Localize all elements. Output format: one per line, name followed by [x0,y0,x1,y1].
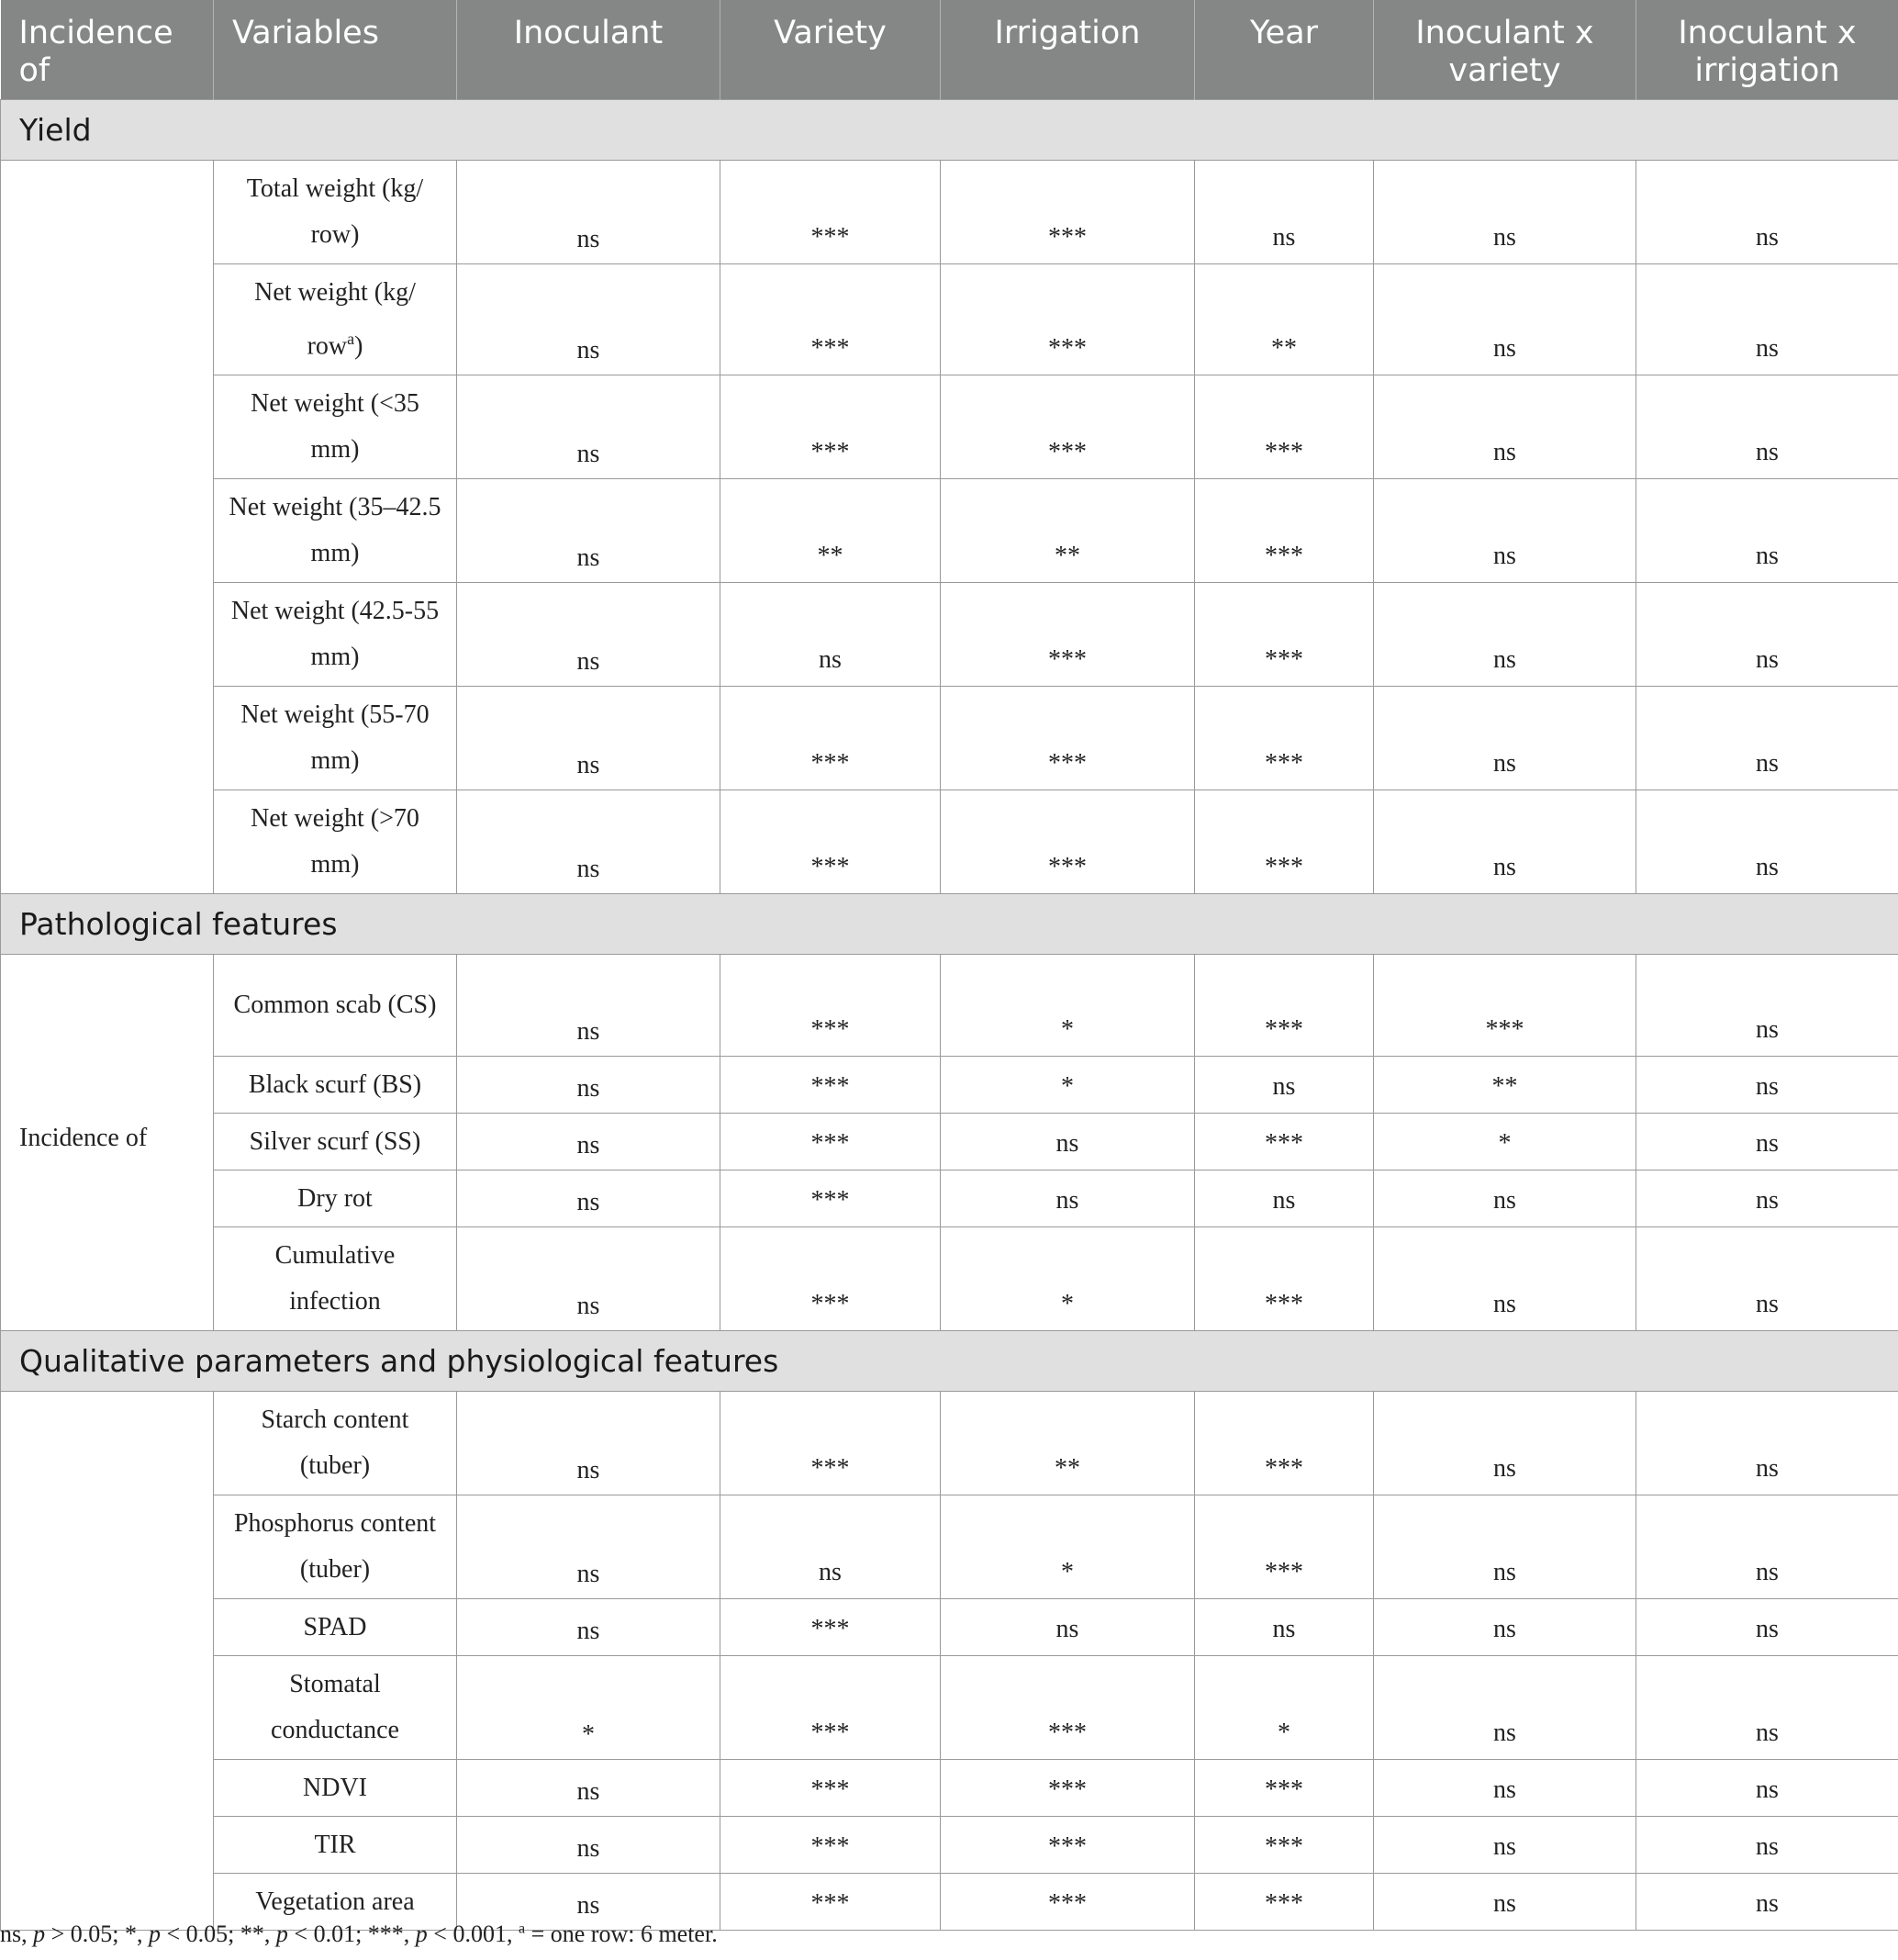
inoculant-x-variety-cell: ns [1374,479,1636,583]
inoculant-cell: ns [457,1760,720,1817]
inoculant-cell: ns [457,687,720,790]
table-header [1,0,1898,100]
year-cell: *** [1195,1392,1374,1495]
irrigation-cell: *** [941,1760,1195,1817]
footnote-text: < 0.01; ***, [287,1921,416,1947]
irrigation-cell: *** [941,790,1195,894]
table-row [1,1760,1898,1817]
variety-cell: *** [720,1656,941,1760]
year-cell: *** [1195,687,1374,790]
table-row [1,687,1898,790]
inoculant-cell: ns [457,790,720,894]
inoculant-x-variety-cell: ns [1374,1170,1636,1227]
variety-cell: ns [720,1495,941,1599]
header-year: Year [1195,0,1374,100]
variable-cell: TIR [214,1817,457,1874]
variable-text-tail: ) [354,331,363,361]
inoculant-x-variety-cell: ns [1374,1874,1636,1931]
inoculant-cell: ns [457,1599,720,1656]
inoculant-x-variety-cell: ns [1374,1495,1636,1599]
inoculant-x-variety-cell: ns [1374,161,1636,264]
inoculant-x-variety-cell: ns [1374,583,1636,687]
year-cell: *** [1195,1114,1374,1170]
inoculant-cell: ns [457,1170,720,1227]
inoculant-cell: ns [457,1114,720,1170]
inoculant-x-irrigation-cell: ns [1636,1114,1898,1170]
inoculant-x-irrigation-cell: ns [1636,1817,1898,1874]
year-cell: *** [1195,1817,1374,1874]
inoculant-x-irrigation-cell: ns [1636,687,1898,790]
irrigation-cell: *** [941,687,1195,790]
inoculant-x-irrigation-cell: ns [1636,264,1898,375]
irrigation-cell: *** [941,1656,1195,1760]
variable-cell [214,264,457,375]
section-row-yield [1,100,1898,161]
irrigation-cell: *** [941,375,1195,479]
irrigation-cell: * [941,1057,1195,1114]
header-inoculant-x-irrigation: Inoculant x irrigation [1636,0,1898,100]
inoculant-x-irrigation-cell: ns [1636,1599,1898,1656]
variable-cell: Black scurf (BS) [214,1057,457,1114]
table-row [1,790,1898,894]
inoculant-x-irrigation-cell: ns [1636,479,1898,583]
irrigation-cell: ns [941,1170,1195,1227]
variety-cell: *** [720,790,941,894]
inoculant-cell: ns [457,1495,720,1599]
inoculant-cell: ns [457,375,720,479]
header-row [1,0,1898,100]
inoculant-x-variety-cell: ** [1374,1057,1636,1114]
inoculant-x-variety-cell: ns [1374,264,1636,375]
year-cell: *** [1195,583,1374,687]
table-row [1,583,1898,687]
variety-cell: *** [720,1874,941,1931]
inoculant-x-irrigation-cell: ns [1636,1874,1898,1931]
year-cell: *** [1195,955,1374,1057]
variety-cell: *** [720,1057,941,1114]
footnote-text: > 0.05; *, [45,1921,150,1947]
inoculant-x-variety-cell: ns [1374,1227,1636,1331]
year-cell: ** [1195,264,1374,375]
footnote-text: < 0.001, [427,1921,519,1947]
year-cell: ns [1195,1057,1374,1114]
inoculant-x-variety-cell: ns [1374,1656,1636,1760]
variable-cell: Net weight (35–42.5 mm) [214,479,457,583]
inoculant-x-irrigation-cell: ns [1636,161,1898,264]
variety-cell: *** [720,375,941,479]
inoculant-x-variety-cell: ns [1374,375,1636,479]
irrigation-cell: *** [941,583,1195,687]
inoculant-x-irrigation-cell: ns [1636,583,1898,687]
table-row [1,264,1898,375]
variety-cell: ** [720,479,941,583]
inoculant-x-irrigation-cell: ns [1636,1057,1898,1114]
footnote-marker: a [518,1921,526,1937]
irrigation-cell: *** [941,264,1195,375]
variety-cell: *** [720,955,941,1057]
variable-cell: Silver scurf (SS) [214,1114,457,1170]
inoculant-cell: ns [457,1817,720,1874]
year-cell: ns [1195,1599,1374,1656]
inoculant-cell: ns [457,1057,720,1114]
year-cell: *** [1195,1760,1374,1817]
variable-cell: Dry rot [214,1170,457,1227]
inoculant-x-irrigation-cell: ns [1636,375,1898,479]
variable-cell: Net weight (>70 mm) [214,790,457,894]
year-cell: ns [1195,161,1374,264]
header-variety: Variety [720,0,941,100]
header-variables: Variables [214,0,457,100]
variety-cell: *** [720,1817,941,1874]
year-cell: *** [1195,1495,1374,1599]
inoculant-x-variety-cell: ns [1374,1599,1636,1656]
variable-cell: Total weight (kg/ row) [214,161,457,264]
footnote-text: < 0.05; **, [161,1921,276,1947]
inoculant-x-variety-cell: ns [1374,687,1636,790]
variety-cell: *** [720,161,941,264]
table-row [1,955,1898,1057]
table-row [1,375,1898,479]
group-cell-incidence-of: Incidence of [1,955,214,1331]
table-row [1,1599,1898,1656]
variety-cell: *** [720,1227,941,1331]
footnote-p-symbol: p [149,1921,162,1947]
table-row [1,1817,1898,1874]
footnote-marker: a [347,330,355,348]
variable-cell: Phosphorus content (tuber) [214,1495,457,1599]
table-body [1,100,1898,1931]
year-cell: ns [1195,1170,1374,1227]
section-row-qualitative [1,1331,1898,1392]
irrigation-cell: *** [941,1874,1195,1931]
variable-cell: Net weight (42.5-55 mm) [214,583,457,687]
inoculant-cell: ns [457,264,720,375]
irrigation-cell: *** [941,1817,1195,1874]
inoculant-cell: ns [457,479,720,583]
variable-cell: Vegetation area [214,1874,457,1931]
group-cell-empty [1,161,214,894]
table-row [1,1170,1898,1227]
irrigation-cell: * [941,1495,1195,1599]
inoculant-x-variety-cell: ns [1374,1817,1636,1874]
table-row [1,1656,1898,1760]
variety-cell: *** [720,687,941,790]
inoculant-x-variety-cell: ns [1374,1760,1636,1817]
table-row [1,1114,1898,1170]
footnote-text: ns, [0,1921,34,1947]
variety-cell: *** [720,264,941,375]
inoculant-x-irrigation-cell: ns [1636,1170,1898,1227]
inoculant-cell: * [457,1656,720,1760]
inoculant-x-variety-cell: *** [1374,955,1636,1057]
inoculant-x-irrigation-cell: ns [1636,1227,1898,1331]
variable-cell: NDVI [214,1760,457,1817]
table-row [1,1057,1898,1114]
variety-cell: ns [720,583,941,687]
footnote-p-symbol: p [33,1921,46,1947]
inoculant-x-variety-cell: * [1374,1114,1636,1170]
inoculant-x-irrigation-cell: ns [1636,1392,1898,1495]
inoculant-x-irrigation-cell: ns [1636,1760,1898,1817]
section-title: Pathological features [1,894,1898,955]
inoculant-x-irrigation-cell: ns [1636,955,1898,1057]
irrigation-cell: ** [941,479,1195,583]
variable-cell: Cumulative infection [214,1227,457,1331]
variety-cell: *** [720,1392,941,1495]
inoculant-cell: ns [457,1874,720,1931]
section-title: Yield [1,100,1898,161]
group-cell-empty [1,1392,214,1931]
irrigation-cell: ns [941,1114,1195,1170]
irrigation-cell: *** [941,161,1195,264]
header-inoculant: Inoculant [457,0,720,100]
variable-cell: Common scab (CS) [214,955,457,1057]
year-cell: *** [1195,479,1374,583]
year-cell: * [1195,1656,1374,1760]
variable-cell: Net weight (55-70 mm) [214,687,457,790]
footnote-p-symbol: p [275,1921,288,1947]
irrigation-cell: * [941,1227,1195,1331]
footnote-p-symbol: p [415,1921,428,1947]
table-row [1,1495,1898,1599]
variety-cell: *** [720,1114,941,1170]
irrigation-cell: ** [941,1392,1195,1495]
inoculant-x-variety-cell: ns [1374,1392,1636,1495]
variable-cell: Starch content (tuber) [214,1392,457,1495]
header-inoculant-x-variety: Inoculant x variety [1374,0,1636,100]
section-title: Qualitative parameters and physiological features [1,1331,1898,1392]
year-cell: *** [1195,1227,1374,1331]
footnote-text: = one row: 6 meter. [525,1921,718,1947]
inoculant-x-variety-cell: ns [1374,790,1636,894]
inoculant-cell: ns [457,1392,720,1495]
year-cell: *** [1195,375,1374,479]
inoculant-cell: ns [457,1227,720,1331]
table-row [1,1392,1898,1495]
irrigation-cell: ns [941,1599,1195,1656]
inoculant-x-irrigation-cell: ns [1636,1656,1898,1760]
year-cell: *** [1195,790,1374,894]
table-row [1,1227,1898,1331]
section-row-pathological [1,894,1898,955]
variable-cell: SPAD [214,1599,457,1656]
table-row [1,479,1898,583]
year-cell: *** [1195,1874,1374,1931]
variety-cell: *** [720,1599,941,1656]
table-row [1,161,1898,264]
variable-cell: Net weight (<35 mm) [214,375,457,479]
variety-cell: *** [720,1760,941,1817]
inoculant-x-irrigation-cell: ns [1636,1495,1898,1599]
inoculant-cell: ns [457,583,720,687]
table-footnote [0,1921,1898,1948]
inoculant-cell: ns [457,955,720,1057]
header-incidence-of: Incidence of [1,0,214,100]
variety-cell: *** [720,1170,941,1227]
variable-cell: Stomatal conductance [214,1656,457,1760]
header-irrigation: Irrigation [941,0,1195,100]
variable-text: Net weight (kg/ row [254,278,416,361]
inoculant-cell: ns [457,161,720,264]
inoculant-x-irrigation-cell: ns [1636,790,1898,894]
irrigation-cell: * [941,955,1195,1057]
